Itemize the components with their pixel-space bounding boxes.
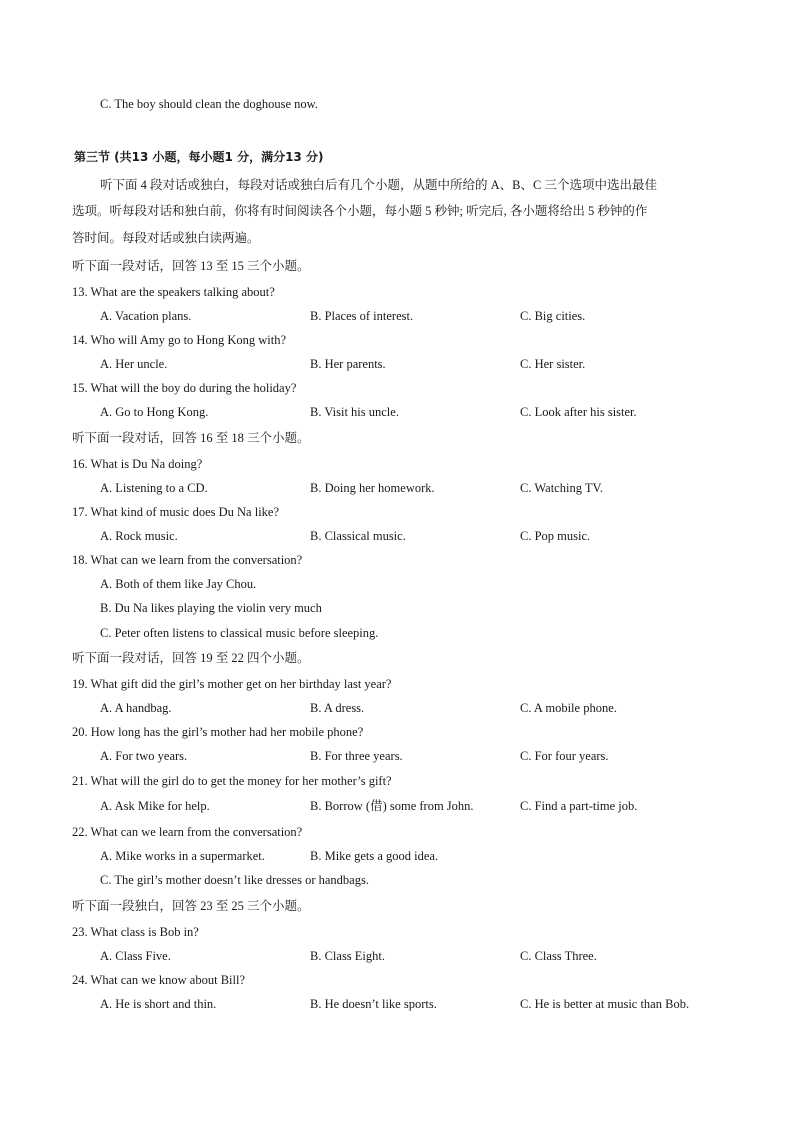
question-17-option-b: B. Classical music.: [310, 529, 406, 543]
question-20-option-a: A. For two years.: [100, 749, 188, 763]
passage-intro-3: 听下面一段对话，回答 19 至 22 四个小题。: [72, 651, 310, 665]
question-13-stem: 13. What are the speakers talking about?: [72, 285, 275, 299]
question-17-option-a: A. Rock music.: [100, 529, 178, 543]
question-19-stem: 19. What gift did the girl’s mother get on her birthday last year?: [72, 677, 392, 691]
question-17-option-c: C. Pop music.: [520, 529, 591, 543]
question-16-option-b: B. Doing her homework.: [310, 481, 435, 495]
question-21-option-b: B. Borrow (借) some from John.: [310, 799, 474, 813]
question-22-stem: 22. What can we learn from the conversation?: [72, 825, 303, 839]
question-14-option-b: B. Her parents.: [310, 357, 386, 371]
question-18-option-a: A. Both of them like Jay Chou.: [100, 577, 257, 591]
question-24-option-a: A. He is short and thin.: [100, 997, 217, 1011]
question-23-option-c: C. Class Three.: [520, 949, 597, 963]
question-19-option-b: B. A dress.: [310, 701, 365, 715]
question-14-option-c: C. Her sister.: [520, 357, 586, 371]
question-23-option-a: A. Class Five.: [100, 949, 171, 963]
question-13-option-a: A. Vacation plans.: [100, 309, 192, 323]
question-21-option-a: A. Ask Mike for help.: [100, 799, 210, 813]
question-22-option-c: C. The girl’s mother doesn’t like dresses or handbags.: [100, 873, 369, 887]
question-14-option-a: A. Her uncle.: [100, 357, 168, 371]
question-18-stem: 18. What can we learn from the conversation?: [72, 553, 303, 567]
question-22-option-b: B. Mike gets a good idea.: [310, 849, 439, 863]
question-24-stem: 24. What can we know about Bill?: [72, 973, 245, 987]
question-22-option-a: A. Mike works in a supermarket.: [100, 849, 265, 863]
question-24-option-b: B. He doesn’t like sports.: [310, 997, 437, 1011]
passage-intro-4: 听下面一段独白，回答 23 至 25 三个小题。: [72, 899, 310, 913]
instruction-line-2: 选项。听每段对话和独白前，你将有时间阅读各个小题，每小题 5 秒钟; 听完后, 各小题将给出 5 秒钟的作: [72, 204, 648, 218]
question-24-option-c: C. He is better at music than Bob.: [520, 997, 690, 1011]
question-15-option-c: C. Look after his sister.: [520, 405, 637, 419]
question-13-option-b: B. Places of interest.: [310, 309, 414, 323]
q12-option-c: C. The boy should clean the doghouse now.: [100, 97, 319, 111]
question-14-stem: 14. Who will Amy go to Hong Kong with?: [72, 333, 287, 347]
instruction-line-1: 听下面 4 段对话或独白，每段对话或独白后有几个小题，从题中所给的 A、B、C 三个选项中选出最佳: [100, 178, 657, 192]
passage-intro-2: 听下面一段对话，回答 16 至 18 三个小题。: [72, 431, 310, 445]
question-21-stem: 21. What will the girl do to get the money for her mother’s gift?: [72, 774, 392, 788]
question-19-option-a: A. A handbag.: [100, 701, 172, 715]
question-17-stem: 17. What kind of music does Du Na like?: [72, 505, 280, 519]
instruction-line-3: 答时间。每段对话或独白读两遍。: [72, 231, 260, 245]
question-20-option-b: B. For three years.: [310, 749, 403, 763]
passage-intro-1: 听下面一段对话，回答 13 至 15 三个小题。: [72, 259, 310, 273]
question-23-option-b: B. Class Eight.: [310, 949, 386, 963]
question-16-stem: 16. What is Du Na doing?: [72, 457, 203, 471]
question-13-option-c: C. Big cities.: [520, 309, 586, 323]
question-15-option-b: B. Visit his uncle.: [310, 405, 399, 419]
question-20-option-c: C. For four years.: [520, 749, 609, 763]
question-18-option-b: B. Du Na likes playing the violin very much: [100, 601, 322, 615]
question-16-option-a: A. Listening to a CD.: [100, 481, 208, 495]
question-21-option-c: C. Find a part-time job.: [520, 799, 638, 813]
question-16-option-c: C. Watching TV.: [520, 481, 604, 495]
question-23-stem: 23. What class is Bob in?: [72, 925, 199, 939]
question-15-stem: 15. What will the boy do during the holiday?: [72, 381, 297, 395]
question-18-option-c: C. Peter often listens to classical music before sleeping.: [100, 626, 379, 640]
question-20-stem: 20. How long has the girl’s mother had her mobile phone?: [72, 725, 364, 739]
section-heading: 第三节 (共13 小题，每小题1 分，满分13 分): [74, 150, 324, 164]
question-15-option-a: A. Go to Hong Kong.: [100, 405, 209, 419]
question-19-option-c: C. A mobile phone.: [520, 701, 617, 715]
